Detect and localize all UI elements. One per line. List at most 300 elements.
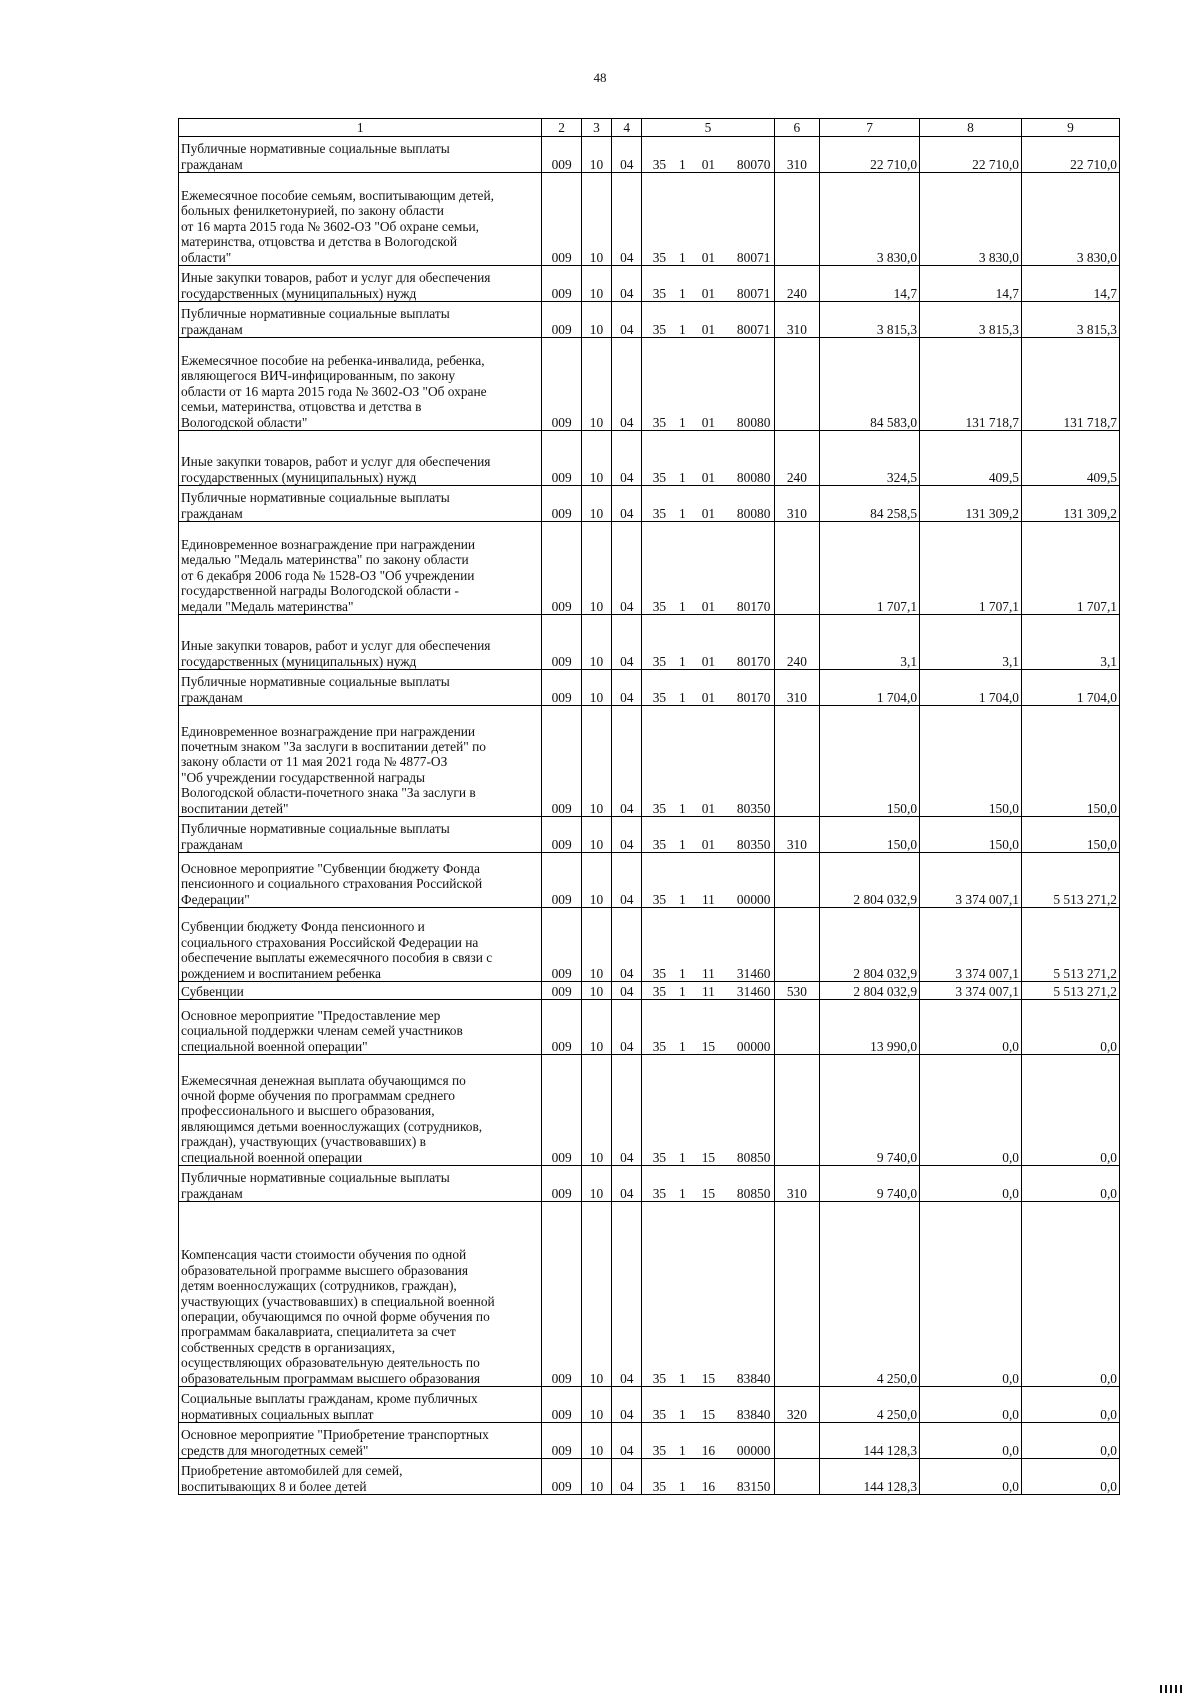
article-direction: 80071 xyxy=(736,249,771,265)
ministry-code: 009 xyxy=(542,908,581,982)
target-article-code xyxy=(642,1202,774,1387)
budget-table xyxy=(178,118,1120,1495)
row-description: Иные закупки товаров, работ и услуг для обеспечения государственных (муниципальных) нужд xyxy=(179,615,542,670)
section-code: 10 xyxy=(581,1387,611,1423)
article-event: 01 xyxy=(701,800,716,816)
ministry-code: 009 xyxy=(542,1459,581,1495)
amount-year-3: 131 718,7 xyxy=(1022,338,1120,431)
section-code: 10 xyxy=(581,302,611,338)
expense-type-code: 240 xyxy=(774,615,819,670)
expense-type-code: 240 xyxy=(774,266,819,302)
subsection-code: 04 xyxy=(612,431,642,486)
amount-year-2: 0,0 xyxy=(920,1000,1022,1055)
amount-year-1: 84 583,0 xyxy=(820,338,920,431)
article-event: 15 xyxy=(701,1185,716,1201)
table-row xyxy=(179,486,1120,522)
subsection-code: 04 xyxy=(612,1202,642,1387)
article-subprogram: 1 xyxy=(679,285,686,301)
amount-year-1: 9 740,0 xyxy=(820,1166,920,1202)
subsection-code: 04 xyxy=(612,670,642,706)
amount-year-1: 3 815,3 xyxy=(820,302,920,338)
row-description: Публичные нормативные социальные выплаты гражданам xyxy=(179,1166,542,1202)
article-subprogram: 1 xyxy=(679,1442,686,1458)
table-row xyxy=(179,266,1120,302)
ministry-code: 009 xyxy=(542,1166,581,1202)
ministry-code: 009 xyxy=(542,982,581,1000)
amount-year-1: 13 990,0 xyxy=(820,1000,920,1055)
article-direction: 80350 xyxy=(736,836,771,852)
ministry-code: 009 xyxy=(542,486,581,522)
ministry-code: 009 xyxy=(542,817,581,853)
amount-year-3: 22 710,0 xyxy=(1022,137,1120,173)
article-direction: 83840 xyxy=(736,1370,771,1386)
amount-year-2: 150,0 xyxy=(920,817,1022,853)
article-event: 01 xyxy=(701,249,716,265)
row-description: Единовременное вознаграждение при награждении медалью "Медаль материнства" по закону области от 6 декабря 2006 года № 1528-ОЗ "Об учреждении государственной награды Вологодской области - медали "Медаль материнства" xyxy=(179,522,542,615)
article-event: 11 xyxy=(701,891,715,907)
target-article-code xyxy=(642,1000,774,1055)
amount-year-1: 22 710,0 xyxy=(820,137,920,173)
article-program: 35 xyxy=(652,1149,667,1165)
table-row xyxy=(179,706,1120,817)
article-direction: 80071 xyxy=(736,321,771,337)
amount-year-2: 131 309,2 xyxy=(920,486,1022,522)
target-article-code xyxy=(642,908,774,982)
column-header-7: 7 xyxy=(820,119,920,137)
amount-year-3: 5 513 271,2 xyxy=(1022,853,1120,908)
row-description: Публичные нормативные социальные выплаты гражданам xyxy=(179,302,542,338)
article-program: 35 xyxy=(652,689,667,705)
amount-year-1: 4 250,0 xyxy=(820,1202,920,1387)
ministry-code: 009 xyxy=(542,706,581,817)
ministry-code: 009 xyxy=(542,522,581,615)
ministry-code: 009 xyxy=(542,1387,581,1423)
ministry-code: 009 xyxy=(542,302,581,338)
table-row xyxy=(179,522,1120,615)
target-article-code xyxy=(642,522,774,615)
table-row xyxy=(179,173,1120,266)
amount-year-3: 0,0 xyxy=(1022,1166,1120,1202)
row-description: Ежемесячная денежная выплата обучающимся по очной форме обучения по программам среднего профессионального и высшего образования, являющимся детьми военнослужащих (сотрудников, граждан), участвующих (участвовавших) в специальной военной операции xyxy=(179,1055,542,1166)
section-code: 10 xyxy=(581,615,611,670)
article-program: 35 xyxy=(652,285,667,301)
article-subprogram: 1 xyxy=(679,836,686,852)
table-row xyxy=(179,137,1120,173)
table-row xyxy=(179,1387,1120,1423)
amount-year-1: 4 250,0 xyxy=(820,1387,920,1423)
section-code: 10 xyxy=(581,338,611,431)
article-program: 35 xyxy=(652,414,667,430)
article-event: 01 xyxy=(701,469,716,485)
subsection-code: 04 xyxy=(612,1459,642,1495)
table-row xyxy=(179,817,1120,853)
ministry-code: 009 xyxy=(542,266,581,302)
article-subprogram: 1 xyxy=(679,505,686,521)
article-program: 35 xyxy=(652,1442,667,1458)
article-subprogram: 1 xyxy=(679,414,686,430)
article-subprogram: 1 xyxy=(679,983,686,999)
amount-year-1: 3 830,0 xyxy=(820,173,920,266)
amount-year-3: 1 707,1 xyxy=(1022,522,1120,615)
article-direction: 83840 xyxy=(736,1406,771,1422)
article-program: 35 xyxy=(652,965,667,981)
expense-type-code: 310 xyxy=(774,1166,819,1202)
subsection-code: 04 xyxy=(612,1387,642,1423)
subsection-code: 04 xyxy=(612,853,642,908)
row-description: Иные закупки товаров, работ и услуг для обеспечения государственных (муниципальных) нужд xyxy=(179,266,542,302)
article-subprogram: 1 xyxy=(679,321,686,337)
ministry-code: 009 xyxy=(542,431,581,486)
amount-year-3: 0,0 xyxy=(1022,1459,1120,1495)
amount-year-2: 0,0 xyxy=(920,1459,1022,1495)
subsection-code: 04 xyxy=(612,982,642,1000)
target-article-code xyxy=(642,615,774,670)
expense-type-code: 310 xyxy=(774,670,819,706)
target-article-code xyxy=(642,173,774,266)
amount-year-1: 144 128,3 xyxy=(820,1423,920,1459)
amount-year-2: 1 707,1 xyxy=(920,522,1022,615)
article-direction: 31460 xyxy=(736,983,771,999)
amount-year-3: 1 704,0 xyxy=(1022,670,1120,706)
target-article-code xyxy=(642,137,774,173)
target-article-code xyxy=(642,486,774,522)
section-code: 10 xyxy=(581,522,611,615)
table-row xyxy=(179,1202,1120,1387)
article-subprogram: 1 xyxy=(679,1406,686,1422)
article-subprogram: 1 xyxy=(679,1038,686,1054)
table-row xyxy=(179,670,1120,706)
article-event: 01 xyxy=(701,321,716,337)
amount-year-1: 14,7 xyxy=(820,266,920,302)
article-direction: 80080 xyxy=(736,505,771,521)
amount-year-2: 3 815,3 xyxy=(920,302,1022,338)
article-event: 01 xyxy=(701,598,716,614)
table-body xyxy=(179,137,1120,1495)
amount-year-1: 1 704,0 xyxy=(820,670,920,706)
row-description: Иные закупки товаров, работ и услуг для обеспечения государственных (муниципальных) нужд xyxy=(179,431,542,486)
article-program: 35 xyxy=(652,156,667,172)
ministry-code: 009 xyxy=(542,338,581,431)
subsection-code: 04 xyxy=(612,137,642,173)
article-program: 35 xyxy=(652,321,667,337)
article-direction: 80071 xyxy=(736,285,771,301)
target-article-code xyxy=(642,266,774,302)
amount-year-2: 409,5 xyxy=(920,431,1022,486)
article-event: 01 xyxy=(701,505,716,521)
article-event: 11 xyxy=(701,983,715,999)
expense-type-code xyxy=(774,1202,819,1387)
article-subprogram: 1 xyxy=(679,891,686,907)
row-description: Публичные нормативные социальные выплаты гражданам xyxy=(179,137,542,173)
article-event: 15 xyxy=(701,1406,716,1422)
section-code: 10 xyxy=(581,908,611,982)
row-description: Ежемесячное пособие семьям, воспитывающим детей, больных фенилкетонурией, по закону области от 16 марта 2015 года № 3602-ОЗ "Об охране семьи, материнства, отцовства и детства в Вологодской области" xyxy=(179,173,542,266)
article-direction: 80850 xyxy=(736,1149,771,1165)
amount-year-1: 2 804 032,9 xyxy=(820,853,920,908)
column-header-5: 5 xyxy=(642,119,774,137)
article-program: 35 xyxy=(652,891,667,907)
ministry-code: 009 xyxy=(542,1202,581,1387)
article-program: 35 xyxy=(652,653,667,669)
expense-type-code xyxy=(774,706,819,817)
expense-type-code: 310 xyxy=(774,137,819,173)
amount-year-3: 131 309,2 xyxy=(1022,486,1120,522)
table-row xyxy=(179,1459,1120,1495)
amount-year-1: 324,5 xyxy=(820,431,920,486)
table-row xyxy=(179,1423,1120,1459)
expense-type-code: 530 xyxy=(774,982,819,1000)
section-code: 10 xyxy=(581,706,611,817)
amount-year-1: 144 128,3 xyxy=(820,1459,920,1495)
expense-type-code xyxy=(774,853,819,908)
subsection-code: 04 xyxy=(612,1055,642,1166)
page-number: 48 xyxy=(593,70,607,85)
ministry-code: 009 xyxy=(542,670,581,706)
row-description: Субвенции бюджету Фонда пенсионного и социального страхования Российской Федерации на обеспечение выплаты ежемесячного пособия в связи с рождением и воспитанием ребенка xyxy=(179,908,542,982)
section-code: 10 xyxy=(581,1459,611,1495)
article-subprogram: 1 xyxy=(679,800,686,816)
article-subprogram: 1 xyxy=(679,653,686,669)
row-description: Ежемесячное пособие на ребенка-инвалида, ребенка, являющегося ВИЧ-инфицированным, по закону области от 16 марта 2015 года № 3602-ОЗ "Об охране семьи, материнства, отцовства и детства в Вологодской области" xyxy=(179,338,542,431)
section-code: 10 xyxy=(581,1202,611,1387)
amount-year-2: 22 710,0 xyxy=(920,137,1022,173)
target-article-code xyxy=(642,302,774,338)
article-program: 35 xyxy=(652,1185,667,1201)
subsection-code: 04 xyxy=(612,1000,642,1055)
table-header xyxy=(179,119,1120,137)
article-subprogram: 1 xyxy=(679,689,686,705)
amount-year-2: 14,7 xyxy=(920,266,1022,302)
row-description: Основное мероприятие "Предоставление мер социальной поддержки членам семей участников специальной военной операции" xyxy=(179,1000,542,1055)
amount-year-3: 5 513 271,2 xyxy=(1022,908,1120,982)
subsection-code: 04 xyxy=(612,615,642,670)
target-article-code xyxy=(642,817,774,853)
subsection-code: 04 xyxy=(612,302,642,338)
target-article-code xyxy=(642,853,774,908)
subsection-code: 04 xyxy=(612,338,642,431)
amount-year-3: 0,0 xyxy=(1022,1202,1120,1387)
article-direction: 83150 xyxy=(736,1478,771,1494)
column-header-2: 2 xyxy=(542,119,581,137)
column-header-8: 8 xyxy=(920,119,1022,137)
expense-type-code: 310 xyxy=(774,486,819,522)
header-row xyxy=(179,119,1120,137)
row-description: Социальные выплаты гражданам, кроме публичных нормативных социальных выплат xyxy=(179,1387,542,1423)
amount-year-3: 0,0 xyxy=(1022,1000,1120,1055)
amount-year-3: 14,7 xyxy=(1022,266,1120,302)
target-article-code xyxy=(642,1387,774,1423)
column-header-3: 3 xyxy=(581,119,611,137)
amount-year-2: 0,0 xyxy=(920,1055,1022,1166)
amount-year-2: 131 718,7 xyxy=(920,338,1022,431)
article-subprogram: 1 xyxy=(679,965,686,981)
article-direction: 80170 xyxy=(736,598,771,614)
amount-year-1: 9 740,0 xyxy=(820,1055,920,1166)
article-program: 35 xyxy=(652,800,667,816)
article-subprogram: 1 xyxy=(679,598,686,614)
article-program: 35 xyxy=(652,1406,667,1422)
table-row xyxy=(179,302,1120,338)
amount-year-2: 3,1 xyxy=(920,615,1022,670)
expense-type-code xyxy=(774,1423,819,1459)
expense-type-code: 320 xyxy=(774,1387,819,1423)
subsection-code: 04 xyxy=(612,486,642,522)
article-event: 11 xyxy=(701,965,715,981)
amount-year-2: 0,0 xyxy=(920,1387,1022,1423)
subsection-code: 04 xyxy=(612,1423,642,1459)
amount-year-3: 150,0 xyxy=(1022,706,1120,817)
expense-type-code xyxy=(774,338,819,431)
column-header-6: 6 xyxy=(774,119,819,137)
target-article-code xyxy=(642,1459,774,1495)
subsection-code: 04 xyxy=(612,706,642,817)
subsection-code: 04 xyxy=(612,1166,642,1202)
amount-year-1: 1 707,1 xyxy=(820,522,920,615)
article-event: 16 xyxy=(701,1442,716,1458)
section-code: 10 xyxy=(581,670,611,706)
article-subprogram: 1 xyxy=(679,1370,686,1386)
article-program: 35 xyxy=(652,983,667,999)
row-description: Публичные нормативные социальные выплаты гражданам xyxy=(179,670,542,706)
ministry-code: 009 xyxy=(542,1000,581,1055)
ministry-code: 009 xyxy=(542,173,581,266)
row-description: Публичные нормативные социальные выплаты гражданам xyxy=(179,817,542,853)
amount-year-3: 3,1 xyxy=(1022,615,1120,670)
section-code: 10 xyxy=(581,431,611,486)
ministry-code: 009 xyxy=(542,1055,581,1166)
subsection-code: 04 xyxy=(612,817,642,853)
amount-year-1: 3,1 xyxy=(820,615,920,670)
article-direction: 00000 xyxy=(736,1442,771,1458)
table-row xyxy=(179,982,1120,1000)
article-program: 35 xyxy=(652,1370,667,1386)
scan-marks xyxy=(1160,1685,1182,1693)
table-row xyxy=(179,1000,1120,1055)
article-program: 35 xyxy=(652,1478,667,1494)
table-row xyxy=(179,338,1120,431)
table-row xyxy=(179,1055,1120,1166)
article-event: 15 xyxy=(701,1149,716,1165)
article-subprogram: 1 xyxy=(679,249,686,265)
section-code: 10 xyxy=(581,982,611,1000)
article-direction: 80080 xyxy=(736,469,771,485)
article-program: 35 xyxy=(652,836,667,852)
article-direction: 00000 xyxy=(736,1038,771,1054)
article-subprogram: 1 xyxy=(679,1149,686,1165)
amount-year-2: 0,0 xyxy=(920,1166,1022,1202)
subsection-code: 04 xyxy=(612,173,642,266)
section-code: 10 xyxy=(581,1000,611,1055)
ministry-code: 009 xyxy=(542,615,581,670)
article-direction: 80170 xyxy=(736,689,771,705)
article-direction: 80070 xyxy=(736,156,771,172)
article-program: 35 xyxy=(652,469,667,485)
article-direction: 80080 xyxy=(736,414,771,430)
article-program: 35 xyxy=(652,598,667,614)
article-event: 01 xyxy=(701,689,716,705)
amount-year-2: 0,0 xyxy=(920,1423,1022,1459)
amount-year-2: 150,0 xyxy=(920,706,1022,817)
row-description: Приобретение автомобилей для семей, воспитывающих 8 и более детей xyxy=(179,1459,542,1495)
expense-type-code: 310 xyxy=(774,302,819,338)
ministry-code: 009 xyxy=(542,1423,581,1459)
article-subprogram: 1 xyxy=(679,156,686,172)
article-event: 01 xyxy=(701,836,716,852)
amount-year-2: 3 830,0 xyxy=(920,173,1022,266)
article-event: 01 xyxy=(701,285,716,301)
amount-year-2: 0,0 xyxy=(920,1202,1022,1387)
target-article-code xyxy=(642,1055,774,1166)
amount-year-3: 3 815,3 xyxy=(1022,302,1120,338)
column-header-9: 9 xyxy=(1022,119,1120,137)
section-code: 10 xyxy=(581,817,611,853)
expense-type-code: 240 xyxy=(774,431,819,486)
amount-year-3: 3 830,0 xyxy=(1022,173,1120,266)
table-row xyxy=(179,615,1120,670)
column-header-4: 4 xyxy=(612,119,642,137)
row-description: Основное мероприятие "Субвенции бюджету Фонда пенсионного и социального страхования Российской Федерации" xyxy=(179,853,542,908)
column-header-1: 1 xyxy=(179,119,542,137)
target-article-code xyxy=(642,670,774,706)
amount-year-3: 0,0 xyxy=(1022,1055,1120,1166)
section-code: 10 xyxy=(581,486,611,522)
amount-year-1: 150,0 xyxy=(820,706,920,817)
amount-year-3: 409,5 xyxy=(1022,431,1120,486)
ministry-code: 009 xyxy=(542,137,581,173)
table-row xyxy=(179,853,1120,908)
section-code: 10 xyxy=(581,853,611,908)
target-article-code xyxy=(642,1166,774,1202)
amount-year-1: 150,0 xyxy=(820,817,920,853)
target-article-code xyxy=(642,982,774,1000)
article-subprogram: 1 xyxy=(679,469,686,485)
article-direction: 80850 xyxy=(736,1185,771,1201)
row-description: Основное мероприятие "Приобретение транспортных средств для многодетных семей" xyxy=(179,1423,542,1459)
amount-year-1: 2 804 032,9 xyxy=(820,908,920,982)
expense-type-code xyxy=(774,173,819,266)
amount-year-3: 0,0 xyxy=(1022,1423,1120,1459)
article-event: 15 xyxy=(701,1038,716,1054)
subsection-code: 04 xyxy=(612,908,642,982)
article-subprogram: 1 xyxy=(679,1185,686,1201)
expense-type-code xyxy=(774,1055,819,1166)
amount-year-2: 3 374 007,1 xyxy=(920,853,1022,908)
row-description: Публичные нормативные социальные выплаты гражданам xyxy=(179,486,542,522)
table-row xyxy=(179,431,1120,486)
expense-type-code xyxy=(774,1459,819,1495)
amount-year-1: 84 258,5 xyxy=(820,486,920,522)
amount-year-3: 0,0 xyxy=(1022,1387,1120,1423)
article-event: 01 xyxy=(701,653,716,669)
target-article-code xyxy=(642,706,774,817)
article-event: 01 xyxy=(701,414,716,430)
target-article-code xyxy=(642,1423,774,1459)
row-description: Субвенции xyxy=(179,982,542,1000)
expense-type-code xyxy=(774,522,819,615)
article-event: 01 xyxy=(701,156,716,172)
article-program: 35 xyxy=(652,249,667,265)
expense-type-code: 310 xyxy=(774,817,819,853)
article-program: 35 xyxy=(652,1038,667,1054)
article-event: 15 xyxy=(701,1370,716,1386)
target-article-code xyxy=(642,431,774,486)
section-code: 10 xyxy=(581,1055,611,1166)
article-subprogram: 1 xyxy=(679,1478,686,1494)
target-article-code xyxy=(642,338,774,431)
amount-year-2: 3 374 007,1 xyxy=(920,982,1022,1000)
table-row xyxy=(179,1166,1120,1202)
amount-year-1: 2 804 032,9 xyxy=(820,982,920,1000)
